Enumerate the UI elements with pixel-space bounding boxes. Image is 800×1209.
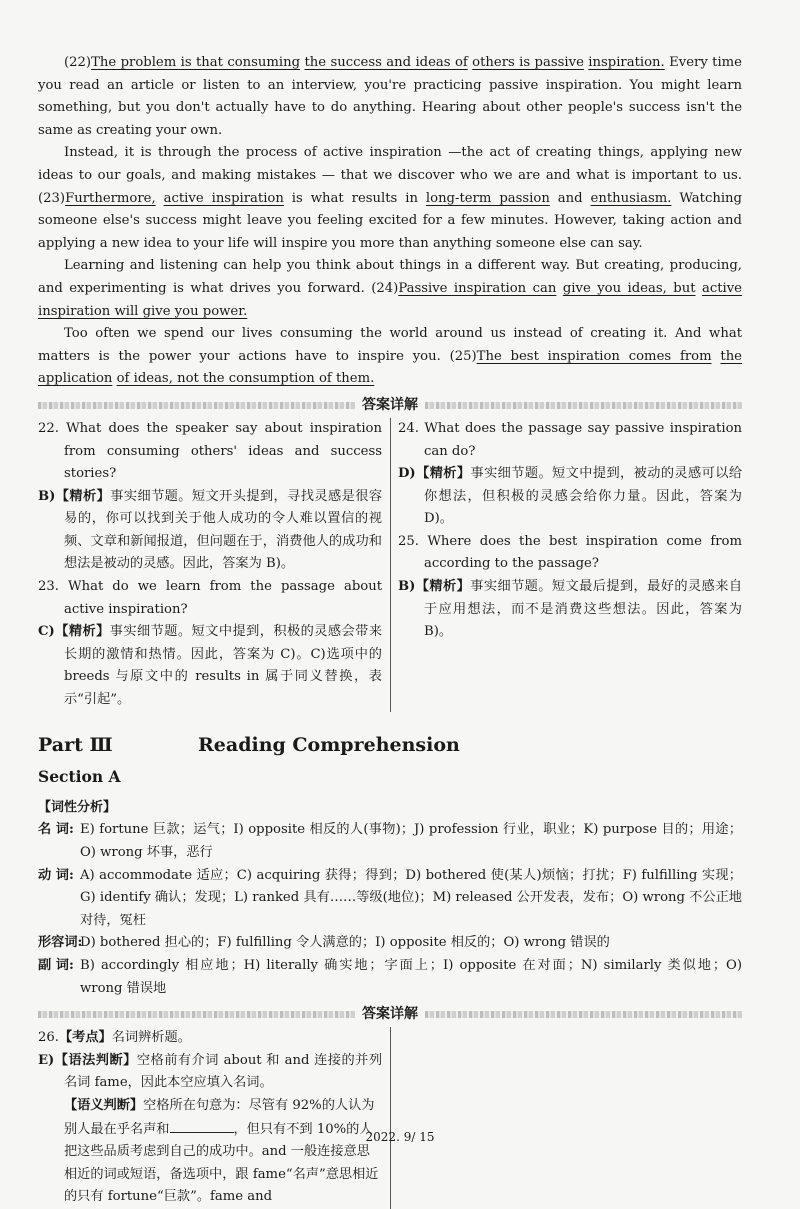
question-24: 24. What does the passage say passive inspiration can do? xyxy=(398,420,742,459)
underlined-text: give you ideas, but xyxy=(562,280,696,296)
underlined-text: the success and ideas of xyxy=(304,55,468,70)
underlined-text: enthusiasm. xyxy=(590,190,672,206)
wordclass-heading: 【词性分析】 xyxy=(38,799,117,815)
question-22: 22. What does the speaker say about inspiration from consuming others' ideas and success stories? xyxy=(38,420,382,482)
banner-title: 答案详解 xyxy=(356,1003,424,1026)
underlined-text: long-term passion xyxy=(425,190,550,206)
page xyxy=(38,52,742,1209)
answer-column-left xyxy=(38,1027,382,1209)
section-heading: Section A xyxy=(38,767,121,787)
question-26-head: 26.【考点】名词辨析题。 xyxy=(38,1030,191,1046)
banner-decoration xyxy=(425,402,742,409)
passage-paragraph-2: Instead, it is through the process of active inspiration —the act of creating things, applying new ideas to our goals, and making mistakes — that we discover who we are and what is important to us. (23)Furthermore, active inspiration is what results in long-term passion and enthusiasm. Watching someone else's success might leave you feeling excited for a few minutes. However, taking action and applying a new idea to your life will inspire you more than anything someone else can say. xyxy=(38,145,742,251)
underlined-text: The best inspiration comes from xyxy=(476,348,712,364)
question-marker: (22) xyxy=(64,55,92,70)
answer-25: B)【精析】事实细节题。短文最后提到，最好的灵感来自于应用想法，而不是消费这些想法。因此，答案为 B)。 xyxy=(398,579,743,640)
answer-22: B)【精析】事实细节题。短文开头提到，寻找灵感是很容易的，你可以找到关于他人成功的令人难以置信的视频、文章和新闻报道，但问题在于，消费他人的成功和想法是被动的灵感。因此，答案为 B)。 xyxy=(38,488,383,572)
passage-paragraph-4: Too often we spend our lives consuming the world around us instead of creating it. And what matters is the power your actions have to inspire you. (25)The best inspiration comes from the application of ideas, not the consumption of them. xyxy=(38,326,742,387)
part-title: Reading Comprehension xyxy=(198,733,460,756)
question-25: 25. Where does the best inspiration come from according to the passage? xyxy=(398,533,742,572)
column-divider xyxy=(390,1027,391,1209)
wordclass-verb: 动 词: A) accommodate 适应；C) acquiring 获得；得到；D) bothered 使(某人)烦恼；打扰；F) fulfilling 实现；G) identify 确认；发现；L) ranked 具有……等级(地位)；M) released 公开发表，发布；O) wrong 不公正地对待，冤枉 xyxy=(38,867,742,928)
answer-columns-26 xyxy=(38,1027,742,1209)
banner-title: 答案详解 xyxy=(356,394,424,417)
page-footer: 2022. 9/ 15 xyxy=(365,1130,435,1144)
answer-column-right xyxy=(398,1027,742,1209)
passage-paragraph-3: Learning and listening can help you think about things in a different way. But creating, producing, and experimenting is what drives you forward. (24)Passive inspiration can give you ideas, but active inspiration will give you power. xyxy=(38,258,742,319)
underlined-text: active inspiration xyxy=(163,190,284,206)
answer-column-right xyxy=(398,418,742,712)
underlined-text: Passive inspiration can xyxy=(398,280,557,296)
answer-column-left xyxy=(38,418,382,712)
question-23: 23. What do we learn from the passage about active inspiration? xyxy=(38,579,382,617)
underlined-text: of ideas, not the consumption of them. xyxy=(116,371,375,387)
underlined-text: inspiration. xyxy=(588,55,665,70)
banner-decoration xyxy=(38,402,355,409)
wordclass-noun: 名 词: E) fortune 巨款；运气；I) opposite 相反的人(事物)；J) profession 行业，职业；K) purpose 目的；用途；O) wrong 坏事，恶行 xyxy=(38,822,742,860)
underlined-text: Furthermore, xyxy=(65,190,156,206)
answer-columns xyxy=(38,418,742,712)
answer-23: C)【精析】事实细节题。短文中提到，积极的灵感会带来长期的激情和热情。因此，答案为 C)。C)选项中的 breeds 与原文中的 results in 属于同义替换，表示“引起”。 xyxy=(38,624,383,708)
column-divider xyxy=(390,418,391,712)
underlined-text: active inspiration will give you power. xyxy=(38,280,742,319)
part-heading xyxy=(38,734,742,757)
banner-decoration xyxy=(425,1011,742,1018)
answer-26-semantic: 【语义判断】空格所在句意为：尽管有 92%的人认为别人最在乎名声和 ，但只有不到 10%的人把这些品质考虑到自己的成功中。and 一般连接意思相近的词或短语，备选项中，跟 fame“名声”意思相近的只有 fortune“巨款”。fame and xyxy=(64,1097,379,1205)
banner-decoration xyxy=(38,1011,355,1018)
underlined-text: the application xyxy=(38,348,742,387)
answer-banner xyxy=(38,1003,742,1025)
underlined-text: others is passive xyxy=(472,55,584,70)
answer-24: D)【精析】事实细节题。短文中提到，被动的灵感可以给你想法，但积极的灵感会给你力量。因此，答案为 D)。 xyxy=(398,466,743,527)
wordclass-adj: 形容词: D) bothered 担心的；F) fulfilling 令人满意的；I) opposite 相反的；O) wrong 错误的 xyxy=(38,935,610,951)
passage-paragraph-1: (22)The problem is that consuming the success and ideas of others is passive inspiration. Every time you read an article or listen to an interview, you're practicing passive inspiration. You might learn something, but you don't actually have to do anything. Hearing about other people's success isn't the same as creating your own. xyxy=(38,55,742,138)
part-number: Part Ⅲ xyxy=(38,733,113,756)
answer-26: E)【语法判断】空格前有介词 about 和 and 连接的并列名词 fame，因此本空应填入名词。 xyxy=(38,1052,383,1091)
wordclass-adv: 副 词: B) accordingly 相应地；H) literally 确实地；字面上；I) opposite 在对面；N) similarly 类似地；O) wrong 错误地 xyxy=(38,957,742,996)
underlined-text: The problem is that consuming xyxy=(91,55,301,70)
answer-banner xyxy=(38,394,742,416)
